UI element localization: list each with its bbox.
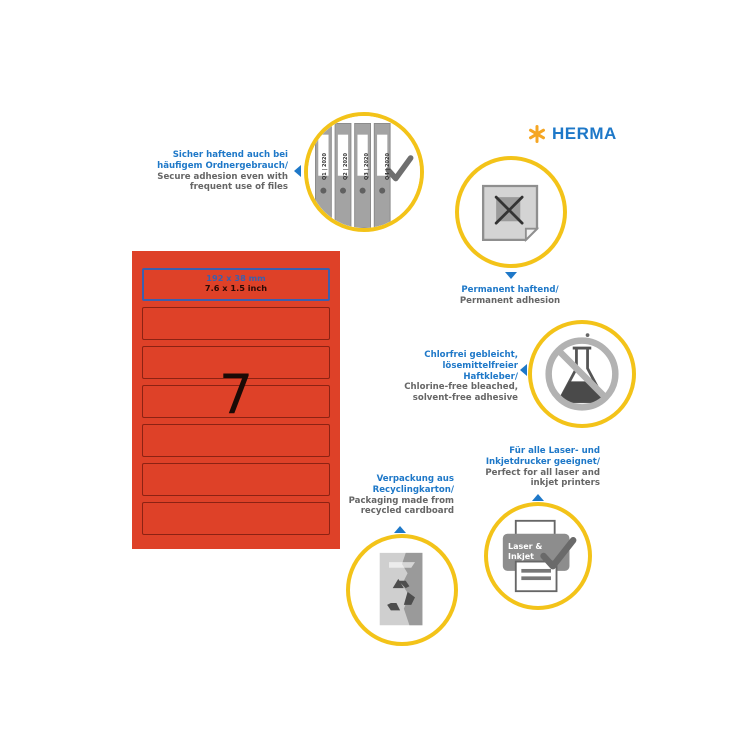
- pointer-arrow-icon: [505, 272, 517, 279]
- pointer-arrow-icon: [394, 526, 406, 533]
- binder-label-q3: Q3 | 2020: [364, 153, 370, 180]
- no-chemicals-icon: [532, 324, 632, 424]
- caption-chlorine: [394, 350, 518, 404]
- caption-chlorine-de: Chlorfrei gebleicht, lösemittelfreier Haftkleber/: [424, 350, 518, 382]
- label-item: [142, 463, 330, 496]
- printer-icon-label-2: Inkjet: [508, 552, 534, 561]
- binder-label-q2: Q2 | 2020: [343, 153, 349, 180]
- labels-per-sheet-count: 7: [218, 363, 254, 426]
- caption-packaging-de: Verpackung aus Recyclingkarton/: [372, 474, 454, 495]
- caption-adhesion-files: [150, 150, 288, 193]
- recycling-icon: [350, 538, 454, 642]
- label-dimensions-inch: 7.6 x 1.5 inch: [204, 283, 268, 293]
- feature-circle-permanent: [455, 156, 567, 268]
- caption-permanent-de: Permanent haftend/: [461, 285, 559, 295]
- printer-icon-label-1: Laser &: [508, 542, 543, 551]
- caption-packaging: [340, 474, 454, 517]
- caption-permanent-en: Permanent adhesion: [459, 295, 561, 306]
- binder-label-q1: Q1 | 2020: [322, 153, 328, 180]
- caption-printers-en: Perfect for all laser and inkjet printers: [485, 467, 600, 489]
- label-item: [142, 424, 330, 457]
- feature-circle-binders: [304, 112, 424, 232]
- permanent-adhesion-icon: [459, 160, 563, 264]
- label-sheet: [132, 251, 340, 549]
- pointer-arrow-icon: [294, 165, 301, 177]
- asterisk-logo-icon: [528, 125, 546, 143]
- feature-circle-packaging: [346, 534, 458, 646]
- pointer-arrow-icon: [520, 364, 527, 376]
- caption-chlorine-en: Chlorine-free bleached, solvent-free adhesive: [404, 382, 518, 404]
- label-dimensions-mm: 192 x 38 mm: [206, 273, 266, 283]
- caption-permanent: [440, 285, 580, 307]
- caption-packaging-en: Packaging made from recycled cardboard: [348, 495, 454, 517]
- herma-logo: [528, 124, 617, 144]
- caption-adhesion-files-en: Secure adhesion even with frequent use of files: [157, 171, 288, 193]
- caption-printers: [460, 446, 600, 489]
- label-item: [142, 307, 330, 340]
- caption-adhesion-files-de: Sicher haftend auch bei häufigem Ordnergebrauch/: [157, 150, 288, 171]
- label-item: [142, 502, 330, 535]
- feature-circle-printers: [484, 502, 592, 610]
- printer-icon: [488, 506, 588, 606]
- binder-label-q4: Q4 | 2020: [385, 153, 391, 180]
- feature-circle-chlorine: [528, 320, 636, 428]
- label-item-first: [142, 268, 330, 301]
- pointer-arrow-icon: [532, 494, 544, 501]
- label-dimensions: [144, 273, 328, 293]
- brand-name: HERMA: [552, 124, 617, 143]
- caption-printers-de: Für alle Laser- und Inkjetdrucker geeignet/: [485, 446, 600, 467]
